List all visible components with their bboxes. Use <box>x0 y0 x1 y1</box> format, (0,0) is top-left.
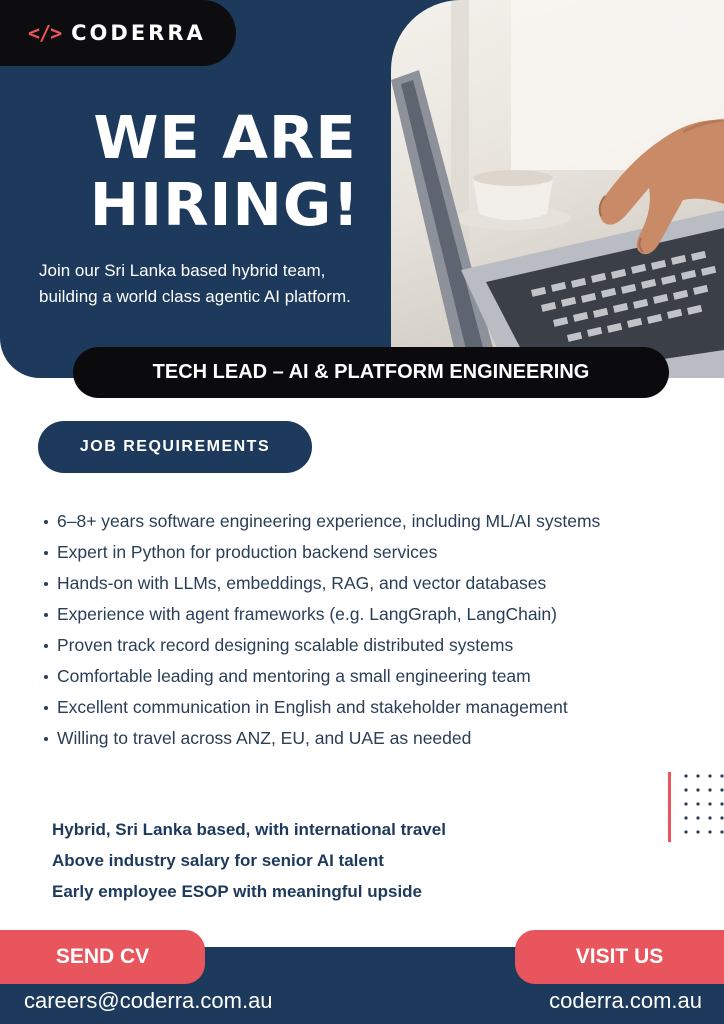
bullet-icon <box>44 706 48 710</box>
perk-item: Above industry salary for senior AI talent <box>52 850 384 870</box>
bullet-icon <box>44 520 48 524</box>
requirement-item <box>44 630 714 661</box>
requirement-text: 6–8+ years software engineering experience, including ML/AI systems <box>57 511 601 531</box>
brand-logo <box>0 0 236 66</box>
requirement-item <box>44 661 714 692</box>
hero-headline <box>70 104 380 238</box>
send-cv-button[interactable] <box>0 930 205 984</box>
requirement-text: Proven track record designing scalable distributed systems <box>57 635 514 655</box>
visit-us-label: VISIT US <box>575 945 664 968</box>
contact-email[interactable]: careers@coderra.com.au <box>24 988 273 1013</box>
requirements-list <box>44 506 714 754</box>
decorative-dot-grid <box>684 774 724 844</box>
bullet-icon <box>44 613 48 617</box>
headline-line-1: WE ARE <box>93 103 357 172</box>
requirement-text: Comfortable leading and mentoring a small engineering team <box>57 666 531 686</box>
bullet-icon <box>44 675 48 679</box>
requirement-item <box>44 537 714 568</box>
role-title: TECH LEAD – AI & PLATFORM ENGINEERING <box>152 361 590 383</box>
headline-line-2: HIRING! <box>89 170 361 239</box>
requirement-text: Experience with agent frameworks (e.g. LangGraph, LangChain) <box>57 604 557 624</box>
laptop-photo <box>391 0 724 378</box>
perks-list <box>52 814 612 907</box>
requirement-item <box>44 723 714 754</box>
requirement-text: Willing to travel across ANZ, EU, and UAE as needed <box>57 728 472 748</box>
bullet-icon <box>44 551 48 555</box>
requirements-heading <box>38 421 312 473</box>
send-cv-label: SEND CV <box>55 945 150 968</box>
requirement-item <box>44 568 714 599</box>
bullet-icon <box>44 644 48 648</box>
decorative-accent-line <box>668 772 671 842</box>
website-link[interactable]: coderra.com.au <box>549 988 702 1013</box>
requirement-item <box>44 599 714 630</box>
role-title-bar <box>73 347 669 398</box>
requirement-text: Hands-on with LLMs, embeddings, RAG, and vector databases <box>57 573 547 593</box>
requirement-text: Excellent communication in English and stakeholder management <box>57 697 568 717</box>
requirement-item <box>44 506 714 537</box>
hero-intro: Join our Sri Lanka based hybrid team, building a world class agentic AI platform. <box>39 261 351 306</box>
visit-us-button[interactable] <box>515 930 724 984</box>
requirement-text: Expert in Python for production backend services <box>57 542 438 562</box>
perk-item: Hybrid, Sri Lanka based, with international travel <box>52 819 446 839</box>
code-brackets-icon: </> <box>28 21 62 45</box>
requirement-item <box>44 692 714 723</box>
brand-name: CODERRA <box>71 21 206 45</box>
perk-item: Early employee ESOP with meaningful upside <box>52 881 423 901</box>
bullet-icon <box>44 737 48 741</box>
bullet-icon <box>44 582 48 586</box>
requirements-heading-label: JOB REQUIREMENTS <box>79 438 271 455</box>
laptop-typing-illustration <box>391 0 724 378</box>
